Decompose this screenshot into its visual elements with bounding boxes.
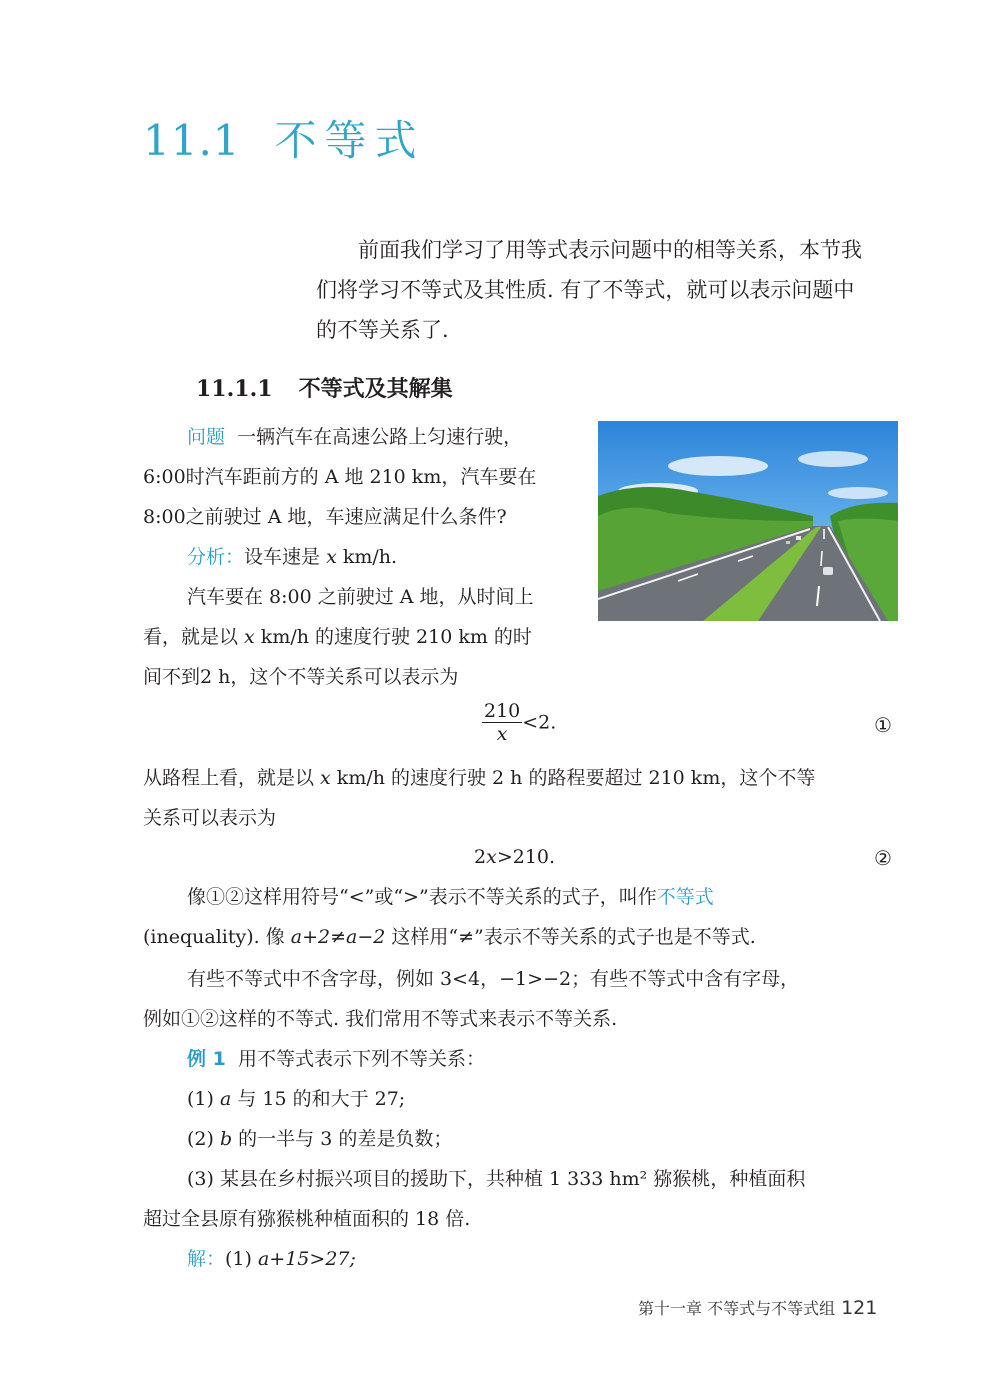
- intro-paragraph: [316, 230, 900, 350]
- subsection-title: 不等式及其解集: [298, 377, 453, 402]
- definition-line-1: 像①②这样用符号“<”或“>”表示不等关系的式子，叫作: [187, 886, 657, 908]
- highway-photo: [598, 421, 898, 621]
- solution-num: (1): [225, 1248, 258, 1270]
- example-item-3-line-2: 超过全县原有猕猴桃种植面积的 18 倍.: [143, 1208, 471, 1230]
- formula-2-tag: ②: [874, 846, 892, 870]
- definition-line-2a: (inequality). 像: [143, 926, 291, 948]
- analysis-line-2-var: x: [244, 626, 255, 648]
- section-number: 11.1: [143, 116, 241, 165]
- road-line-1-var: x: [320, 767, 331, 789]
- definition-term: 不等式: [656, 886, 714, 908]
- road-line-1b: km/h 的速度行驶 2 h 的路程要超过 210 km，这个不等: [330, 767, 816, 789]
- section-title: 不等式: [274, 116, 425, 165]
- page-footer: [638, 1296, 877, 1319]
- example-item-2-num: (2): [187, 1128, 220, 1150]
- analysis-label: 分析：: [187, 546, 245, 568]
- problem-label: 问题: [187, 426, 226, 448]
- formula-2-rest: >210.: [496, 846, 556, 868]
- example-label: 例 1: [187, 1048, 226, 1070]
- analysis-line-3: 间不到2 h，这个不等关系可以表示为: [143, 666, 459, 688]
- problem-line-1: 一辆汽车在高速公路上匀速行驶，: [237, 426, 523, 448]
- solution-expr: a+15>27;: [257, 1248, 356, 1270]
- fraction-denominator: x: [496, 723, 508, 745]
- analysis-unit: km/h.: [336, 546, 398, 568]
- example-item-2-var: b: [219, 1128, 233, 1150]
- intro-line-3: 的不等关系了.: [316, 318, 449, 342]
- page-number: 121: [841, 1297, 878, 1319]
- intro-line-2: 们将学习不等式及其性质. 有了不等式，就可以表示问题中: [316, 278, 855, 302]
- fraction-numerator: 210: [484, 700, 521, 722]
- section-heading: [143, 108, 425, 168]
- analysis-line-2a: 看，就是以: [143, 626, 245, 648]
- solution-label: 解：: [187, 1248, 226, 1270]
- analysis-var: x: [326, 546, 337, 568]
- examples-line-2: 例如①②这样的不等式. 我们常用不等式来表示不等关系.: [143, 1008, 618, 1030]
- road-line-1a: 从路程上看，就是以: [143, 767, 321, 789]
- road-line-2: 关系可以表示为: [143, 807, 277, 829]
- formula-2: [474, 846, 555, 868]
- formula-2-var: x: [486, 846, 497, 868]
- example-item-1-text: 与 15 的和大于 27;: [231, 1088, 406, 1110]
- definition-expr: a+2≠a−2: [290, 926, 386, 948]
- formula-2-coef: 2: [474, 846, 487, 868]
- analysis-line-1: 汽车要在 8:00 之前驶过 A 地，从时间上: [187, 586, 534, 608]
- formula-1-tag: ①: [874, 713, 892, 737]
- definition-block: [143, 877, 903, 1279]
- analysis-line-2b: km/h 的速度行驶 210 km 的时: [254, 626, 532, 648]
- road-paragraph: [143, 758, 903, 838]
- formula-1-rest: <2.: [522, 711, 557, 734]
- formula-1: [482, 700, 556, 745]
- example-text: 用不等式表示下列不等关系：: [237, 1048, 485, 1070]
- example-item-2-text: 的一半与 3 的差是负数；: [232, 1128, 453, 1150]
- example-item-1-num: (1): [187, 1088, 220, 1110]
- example-item-3-line-1: (3) 某县在乡村振兴项目的援助下，共种植 1 333 hm² 猕猴桃，种植面积: [187, 1168, 806, 1190]
- problem-line-2: 6:00时汽车距前方的 A 地 210 km，汽车要在: [143, 466, 537, 488]
- definition-line-2b: 这样用“≠”表示不等关系的式子也是不等式.: [385, 926, 756, 948]
- problem-block: [143, 417, 583, 697]
- subsection-heading: [196, 372, 453, 403]
- example-item-1-var: a: [219, 1088, 232, 1110]
- analysis-text: 设车速是: [244, 546, 327, 568]
- subsection-number: 11.1.1: [196, 376, 273, 402]
- problem-line-3: 8:00之前驶过 A 地，车速应满足什么条件?: [143, 506, 507, 528]
- chapter-title: 第十一章 不等式与不等式组: [638, 1299, 836, 1318]
- intro-line-1: 前面我们学习了用等式表示问题中的相等关系，本节我: [358, 238, 862, 262]
- examples-line-1: 有些不等式中不含字母，例如 3<4，−1>−2；有些不等式中含有字母，: [187, 968, 800, 990]
- fraction: [482, 700, 522, 745]
